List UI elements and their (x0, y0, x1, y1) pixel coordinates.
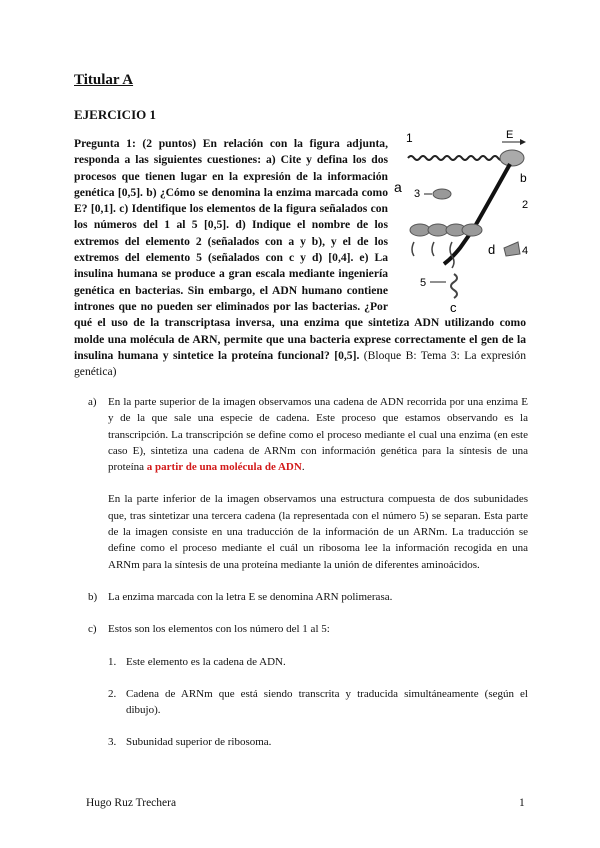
list-number: 2. (108, 687, 117, 700)
page-title: Titular A (74, 72, 134, 88)
exercise-heading: EJERCICIO 1 (74, 107, 156, 122)
ribosome (462, 224, 482, 236)
mrna-strand (444, 164, 510, 264)
list-item (108, 734, 528, 750)
ribosome-subunit (504, 242, 520, 256)
list-text: Cadena de ARNm que está siendo transcrita y traducida simultáneamente (según el dibujo). (126, 687, 528, 717)
svg-text:4: 4 (522, 245, 529, 257)
answer-paragraph: La enzima marcada con la letra E se denomina ARN polimerasa. (108, 590, 393, 603)
svg-text:b: b (520, 171, 527, 185)
answer-paragraph (108, 394, 528, 475)
svg-text:1: 1 (406, 131, 413, 145)
list-item (108, 654, 528, 670)
transcription-translation-figure (394, 130, 532, 314)
svg-text:c: c (450, 300, 457, 314)
answer-paragraph: Estos son los elementos con los número del 1 al 5: (108, 623, 330, 636)
svg-text:E: E (506, 130, 514, 141)
answers (88, 394, 528, 767)
answer-a (88, 394, 528, 573)
answer-paragraph: En la parte inferior de la imagen observamos una estructura compuesta de dos subunidades que, tras sintetizar una tercera cadena (la representada con el número 5) se separan. Esta parte de la imagen consiste en una traducción de la información de un ARNm. La traducción se define como el proceso mediante el cuál un ribosoma lee la información recogida en una ARNm para la síntesis de una proteína mediante la unión de diferentes aminoácidos. (108, 493, 528, 571)
answer-label: a) (88, 396, 97, 408)
footer-author: Hugo Ruz Trechera (86, 797, 177, 809)
question-block (74, 130, 529, 380)
svg-text:d: d (488, 242, 496, 257)
answer-c (88, 621, 528, 637)
list-item (108, 686, 528, 719)
enzyme-e (500, 150, 524, 166)
question-block-ref: (Bloque B: Tema 3: La expresión genética) (74, 348, 526, 379)
ribosome-subunit (433, 189, 451, 199)
svg-text:a: a (394, 179, 402, 195)
polypeptide (451, 274, 457, 298)
answer-b (88, 589, 528, 605)
answer-label: c) (88, 623, 97, 636)
svg-text:5: 5 (420, 277, 427, 289)
svg-text:2: 2 (522, 199, 529, 211)
list-number: 1. (108, 655, 117, 668)
ribosome (410, 224, 430, 236)
svg-text:3: 3 (414, 188, 421, 200)
answer-text: . (301, 461, 305, 474)
list-text: Subunidad superior de ribosoma. (126, 736, 272, 749)
answer-text: En la parte superior de la imagen observamos una cadena de ADN recorrida por una enzima E y de la que sale una especie de cadena. Este proceso que estamos observando es la transcripción. La transcripción se define como el proceso mediante el cual una enzima (en este caso E), sintetiza una cadena de ARNm con información genética para la síntesis de una proteína (108, 396, 528, 474)
list-text: Este elemento es la cadena de ADN. (126, 655, 286, 668)
question-text: Pregunta 1: (2 puntos) En relación con la figura adjunta, responda a las siguientes cuestiones: a) Cite y defina los dos procesos que tienen lugar en la expresión de la información genética [0,5]. b) ¿Cómo se denomina la enzima marcada como E? [0,1]. c) Identifique los elementos de la figura señalados con los números del 1 al 5 [0,5]. d) Indique el nombre de los extremos del elemento 2 (señalados con a y b), y el de los extremos del elemento 5 (señalados con c y d) [0,4]. e) La insulina humana se produce a gran escala mediante ingeniería genética en bacterias. Sin embargo, el ADN humano contiene intrones que no pueden ser eliminados por las bacterias. ¿Por qué el uso de la transcriptasa inversa, una enzima que sintetiza ADN utilizando como molde una molécula de ARN, permite que una bacteria exprese correctamente el gen de la insulina humana y sintetice la proteína funcional? [0,5]. (74, 137, 526, 362)
page-number: 1 (519, 797, 525, 809)
highlight-text: a partir de una molécula de ADN (146, 461, 302, 474)
list-number: 3. (108, 736, 117, 749)
ribosome (428, 224, 448, 236)
answer-label: b) (88, 590, 98, 603)
